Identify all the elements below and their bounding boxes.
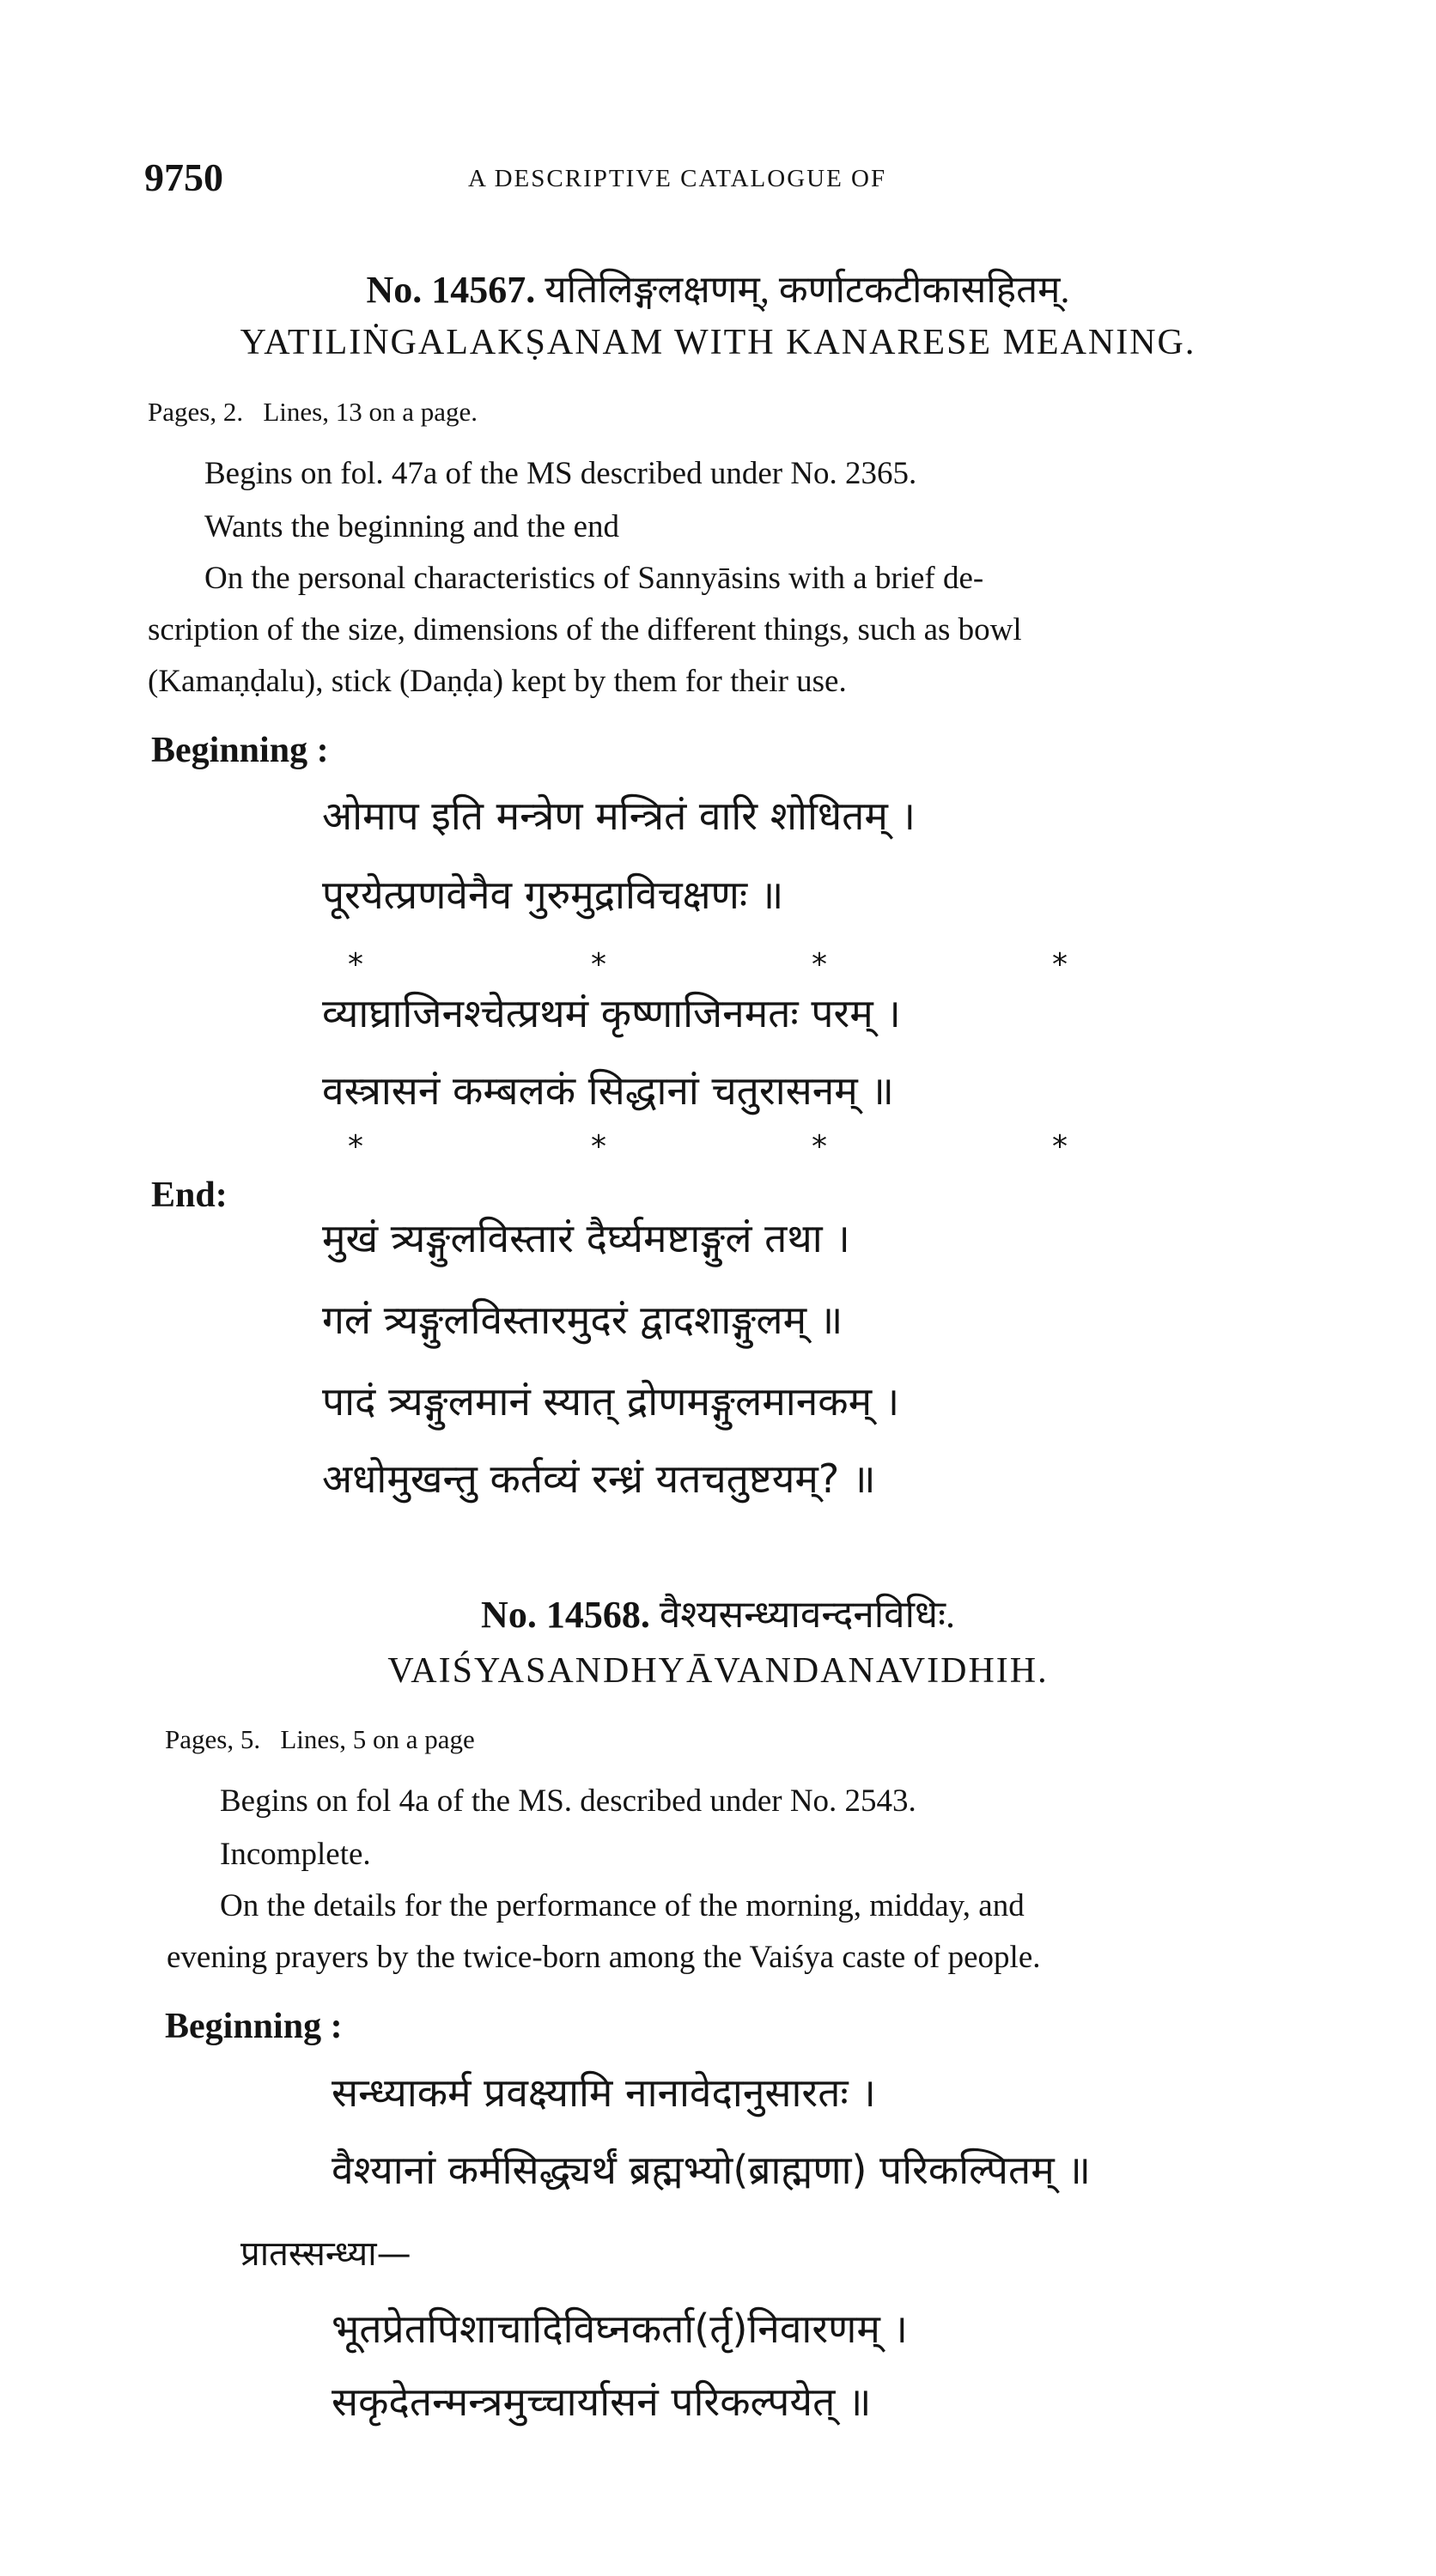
star: * — [591, 947, 606, 982]
beginning-label: Beginning : — [151, 731, 329, 770]
end-label: End: — [151, 1176, 228, 1215]
star: * — [812, 1129, 827, 1164]
entry-description-line: On the details for the performance of the morning, midday, and — [220, 1888, 1025, 1923]
verse-line: वस्त्रासनं कम्बलकं सिद्धानां चतुरासनम् ॥ — [322, 1067, 894, 1114]
verse-line: अधोमुखन्तु कर्तव्यं रन्ध्रं यतचतुष्टयम्? ॥ — [322, 1455, 876, 1502]
star: * — [348, 947, 363, 982]
subheading: प्रातस्सन्ध्या— — [240, 2234, 411, 2274]
star: * — [812, 947, 827, 982]
entry-description-line: On the personal characteristics of Sannyāsins with a brief de- — [204, 561, 984, 596]
entry-begins: Begins on fol 4a of the MS. described under No. 2543. — [220, 1783, 916, 1819]
entry-description-line: (Kamaṇḍalu), stick (Daṇḍa) kept by them for their use. — [148, 664, 847, 699]
entry-number: No. 14567. — [366, 269, 536, 311]
verse-line: पादं त्र्यङ्गुलमानं स्यात् द्रोणमङ्गुलमानकम् । — [322, 1378, 900, 1425]
verse-line: ओमाप इति मन्त्रेण मन्त्रितं वारि शोधितम् । — [322, 793, 916, 839]
entry-lines: Lines, 5 on a page — [280, 1724, 475, 1754]
entry-sanskrit-title: यतिलिङ्गलक्षणम्, कर्णाटकटीकासहितम्. — [545, 269, 1070, 311]
verse-line: भूतप्रेतपिशाचादिविघ्नकर्ता(र्तृ)निवारणम् । — [332, 2306, 908, 2352]
entry-roman-title: YATILIṄGALAKṢANAM WITH KANARESE MEANING. — [240, 323, 1196, 362]
verse-line: सन्ध्याकर्म प्रवक्ष्यामि नानावेदानुसारतः । — [332, 2069, 876, 2116]
verse-line: व्याघ्राजिनश्चेत्प्रथमं कृष्णाजिनमतः परम् । — [322, 990, 901, 1036]
beginning-label: Beginning : — [165, 2007, 343, 2046]
entry-begins: Begins on fol. 47a of the MS described under No. 2365. — [204, 456, 917, 491]
entry-heading — [0, 1587, 1436, 1638]
star: * — [1052, 1129, 1068, 1164]
entry-pages-lines — [148, 397, 478, 428]
verse-line: पूरयेत्प्रणवेनैव गुरुमुद्राविचक्षणः ॥ — [322, 872, 784, 918]
running-title: A DESCRIPTIVE CATALOGUE OF — [468, 165, 887, 192]
star: * — [591, 1129, 606, 1164]
entry-status: Wants the beginning and the end — [204, 509, 620, 544]
verse-line: वैश्यानां कर्मसिद्ध्यर्थं ब्रह्मभ्यो(ब्राह्मणा) परिकल्पितम् ॥ — [332, 2147, 1091, 2193]
verse-line: गलं त्र्यङ्गुलविस्तारमुदरं द्वादशाङ्गुलम् ॥ — [322, 1297, 843, 1343]
entry-roman-title: VAIŚYASANDHYĀVANDANAVIDHIH. — [387, 1651, 1049, 1691]
entry-lines: Lines, 13 on a page. — [263, 397, 478, 427]
entry-number: No. 14568. — [481, 1594, 650, 1636]
star: * — [348, 1129, 363, 1164]
entry-pages-lines — [165, 1724, 475, 1755]
entry-status: Incomplete. — [220, 1837, 371, 1872]
entry-sanskrit-title: वैश्यसन्ध्यावन्दनविधिः. — [659, 1594, 955, 1636]
entry-heading — [0, 262, 1436, 313]
ellipsis-stars — [0, 947, 1436, 982]
ellipsis-stars — [0, 1129, 1436, 1164]
verse-line: सकृदेतन्मन्त्रमुच्चार्यासनं परिकल्पयेत् ॥ — [332, 2379, 872, 2425]
verse-line: मुखं त्र्यङ्गुलविस्तारं दैर्घ्यमष्टाङ्गुलं तथा । — [322, 1215, 850, 1261]
page-number: 9750 — [144, 155, 223, 199]
entry-description-line: evening prayers by the twice-born among the Vaiśya caste of people. — [167, 1940, 1041, 1975]
star: * — [1052, 947, 1068, 982]
entry-description-line: scription of the size, dimensions of the different things, such as bowl — [148, 612, 1022, 647]
entry-pages: Pages, 5. — [165, 1724, 261, 1754]
entry-pages: Pages, 2. — [148, 397, 244, 427]
